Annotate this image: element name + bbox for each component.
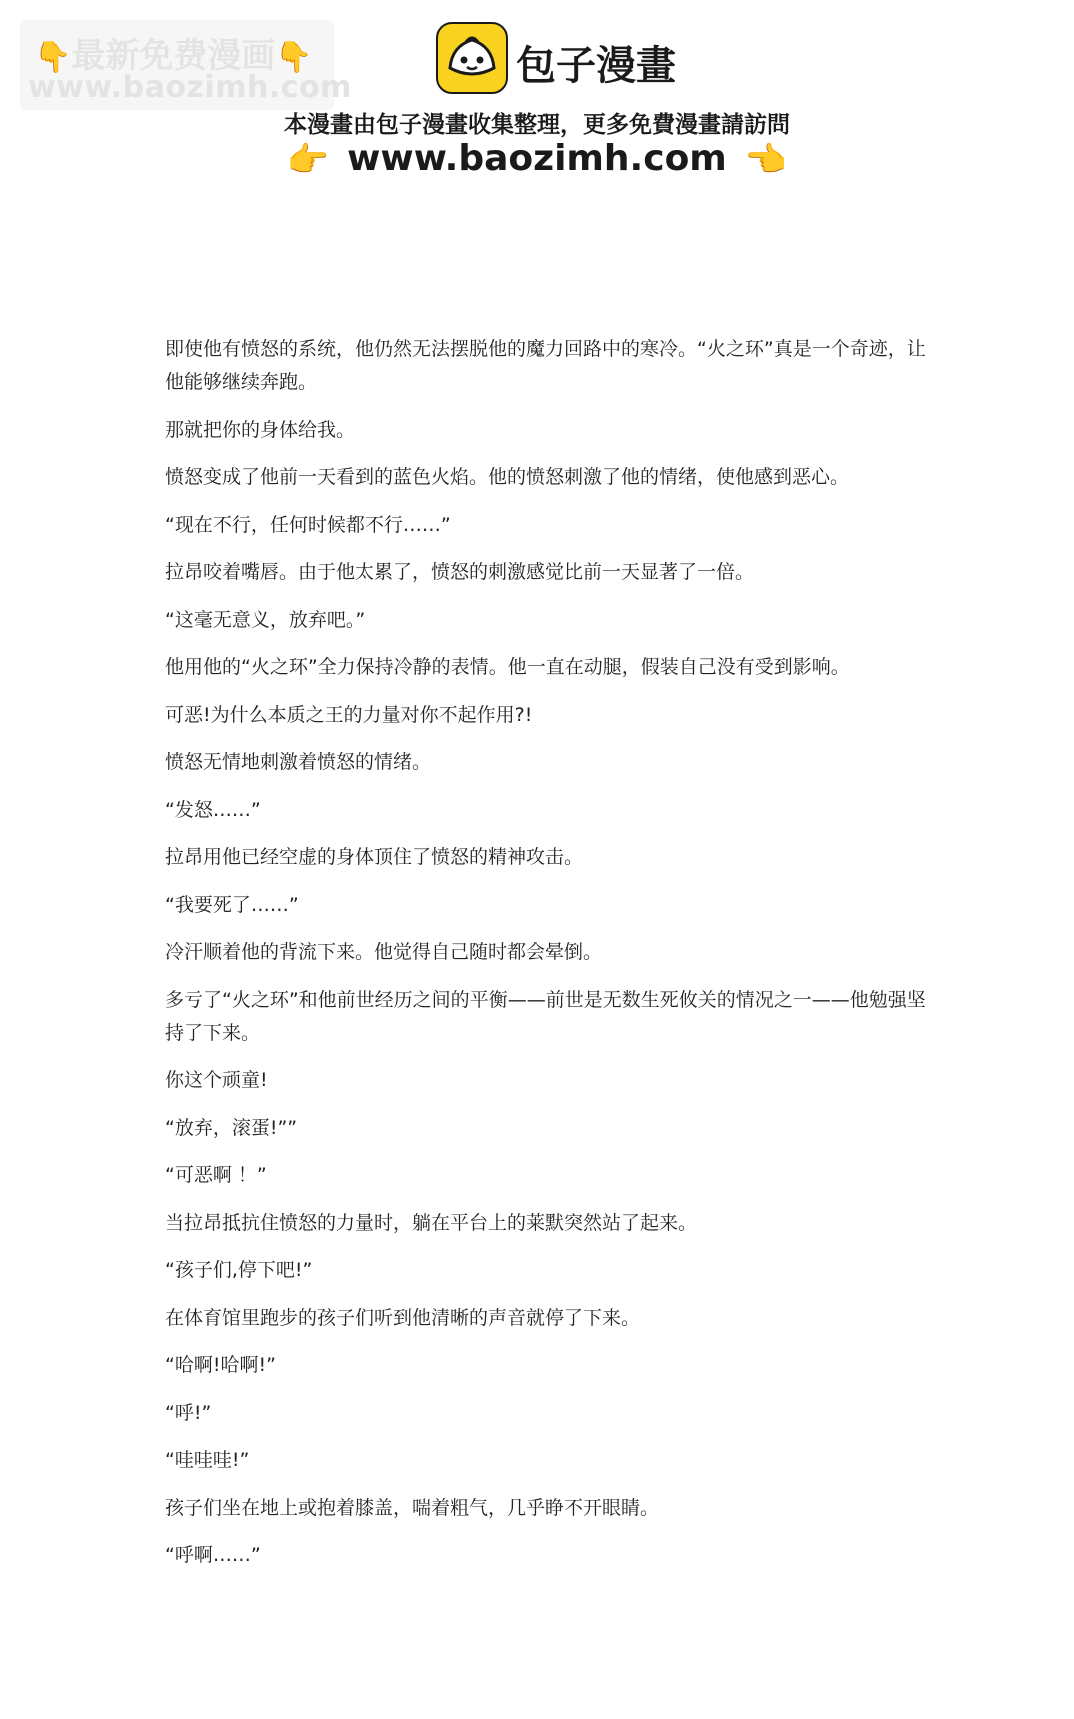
brand-name: 包子漫畫 bbox=[516, 43, 676, 89]
paragraph: 即使他有愤怒的系统，他仍然无法摆脱他的魔力回路中的寒冷。“火之环”真是一个奇迹，让他能够继续奔跑。 bbox=[165, 338, 926, 393]
paragraph: 拉昂用他已经空虚的身体顶住了愤怒的精神攻击。 bbox=[165, 846, 584, 868]
paragraph: 那就把你的身体给我。 bbox=[165, 418, 356, 441]
paragraph: “这毫无意义，放弃吧。” bbox=[165, 608, 366, 631]
site-tagline: 本漫畫由包子漫畫收集整理，更多免費漫畫請訪問 bbox=[284, 112, 790, 138]
paragraph: “现在不行，任何时候都不行……” bbox=[165, 513, 451, 536]
baozi-logo-icon bbox=[436, 22, 508, 94]
paragraph: 愤怒变成了他前一天看到的蓝色火焰。他的愤怒刺激了他的情绪，使他感到恶心。 bbox=[165, 466, 850, 488]
paragraph: 他用他的“火之环”全力保持冷静的表情。他一直在动腿，假装自己没有受到影响。 bbox=[165, 656, 850, 678]
paragraph: “发怒……” bbox=[165, 798, 261, 821]
paragraph: 愤怒无情地刺激着愤怒的情绪。 bbox=[165, 751, 432, 773]
site-url-link[interactable]: www.baozimh.com bbox=[347, 138, 727, 179]
paragraph: 当拉昂抵抗住愤怒的力量时，躺在平台上的莱默突然站了起来。 bbox=[165, 1211, 698, 1234]
paragraph: 冷汗顺着他的背流下来。他觉得自己随时都会晕倒。 bbox=[165, 941, 603, 963]
watermark-title-text: 最新免费漫画 bbox=[71, 36, 276, 76]
pointing-right-icon: 👉 bbox=[286, 140, 330, 180]
paragraph: 孩子们坐在地上或抱着膝盖，喘着粗气，几乎睁不开眼睛。 bbox=[165, 1496, 660, 1519]
paragraph: “呼啊……” bbox=[165, 1544, 261, 1566]
pointing-down-icon: 👇 bbox=[275, 40, 313, 75]
paragraph: “可恶啊 ！” bbox=[165, 1164, 267, 1186]
site-url-row bbox=[0, 138, 1074, 180]
paragraph: “哈啊!哈啊!” bbox=[165, 1354, 276, 1376]
paragraph: “呼!” bbox=[165, 1401, 212, 1424]
paragraph: 多亏了“火之环”和他前世经历之间的平衡——前世是无数生死攸关的情况之一——他勉强坚持了下来。 bbox=[165, 988, 926, 1044]
paragraph: 拉昂咬着嘴唇。由于他太累了，愤怒的刺激感觉比前一天显著了一倍。 bbox=[165, 561, 755, 583]
paragraph: 你这个顽童! bbox=[165, 1069, 268, 1091]
baozi-face-icon bbox=[438, 24, 506, 92]
watermark-url: www.baozimh.com bbox=[28, 70, 352, 105]
paragraph: “放弃，滚蛋!”” bbox=[165, 1116, 298, 1139]
pointing-down-icon: 👇 bbox=[34, 40, 72, 75]
paragraph: “孩子们,停下吧!” bbox=[165, 1259, 313, 1281]
paragraph: 在体育馆里跑步的孩子们听到他清晰的声音就停了下来。 bbox=[165, 1306, 641, 1329]
paragraph: “哇哇哇!” bbox=[165, 1449, 250, 1471]
article-body bbox=[165, 333, 935, 1587]
watermark-banner bbox=[20, 20, 352, 110]
paragraph: “我要死了……” bbox=[165, 893, 299, 916]
paragraph: 可恶!为什么本质之王的力量对你不起作用?! bbox=[165, 703, 533, 726]
pointing-left-icon: 👈 bbox=[744, 140, 788, 180]
